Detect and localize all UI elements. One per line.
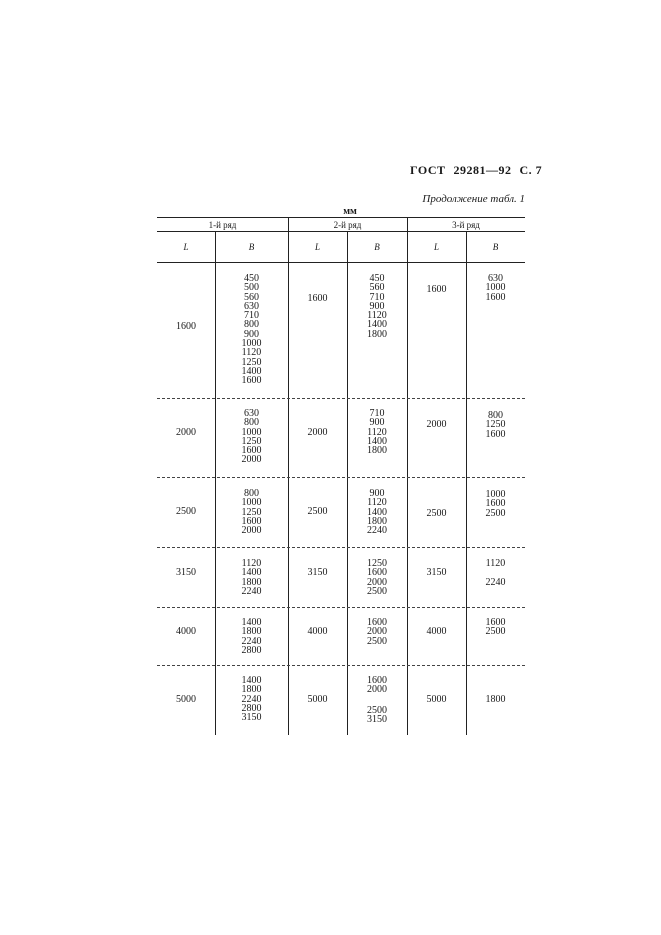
b-value: 1800 (367, 515, 387, 527)
b-value: 2000 (367, 576, 387, 588)
row-3-B2 (347, 489, 407, 535)
b-value: 450 (369, 273, 385, 284)
b-value: 1400 (241, 567, 262, 579)
row-6-B3: 1800 (485, 694, 506, 705)
row-3-L3: 2500 (426, 508, 447, 519)
b-value: 900 (369, 488, 385, 499)
col-header-B: B (248, 242, 255, 252)
group-divider (407, 217, 408, 735)
row-5-L1: 4000 (176, 626, 196, 637)
b-value: 1120 (367, 426, 387, 438)
row-4-B3-a: 1120 (485, 558, 506, 569)
b-value: 560 (244, 291, 259, 303)
b-value: 1600 (241, 515, 262, 527)
b-value: 1600 (367, 617, 387, 628)
b-value: 2000 (241, 454, 262, 466)
page-header (410, 163, 543, 178)
b-value: 1600 (485, 291, 506, 303)
standard-number: 29281—92 (453, 163, 512, 177)
b-value: 1120 (241, 347, 262, 359)
b-value: 2500 (485, 507, 506, 519)
row-2-B3 (466, 411, 525, 439)
b-value: 1250 (241, 435, 262, 447)
row-6-B2-d: 3150 (367, 714, 387, 725)
b-value: 1250 (241, 356, 262, 368)
col-header-B: B (374, 242, 380, 252)
b-value: 2800 (241, 644, 262, 656)
b-value: 800 (244, 488, 259, 499)
row-6-B2-b: 2000 (367, 684, 387, 695)
b-value: 1800 (241, 684, 262, 696)
b-value: 1250 (485, 419, 506, 431)
row-separator (157, 547, 525, 548)
group-header-rule (157, 231, 525, 232)
row-4-L2: 3150 (307, 567, 328, 578)
col-header-L: L (314, 242, 320, 252)
b-value: 1600 (485, 428, 506, 440)
b-value: 1400 (241, 365, 262, 377)
b-value: 2500 (485, 626, 506, 638)
page-number: С. 7 (519, 163, 543, 177)
b-value: 2240 (241, 693, 262, 705)
b-value: 1600 (241, 375, 262, 387)
b-value: 630 (244, 408, 259, 419)
row-1-L1: 1600 (176, 321, 196, 332)
b-value: 710 (244, 310, 259, 322)
b-value: 1400 (241, 617, 262, 628)
b-value: 1600 (367, 567, 387, 579)
row-separator (157, 607, 525, 608)
b-value: 1400 (367, 506, 387, 518)
row-separator (157, 665, 525, 666)
b-value: 1250 (367, 558, 387, 569)
row-6-L2: 5000 (307, 694, 328, 705)
row-1-B3 (466, 274, 525, 302)
b-value: 1000 (241, 338, 262, 350)
row-6-B2-a: 1600 (367, 675, 387, 686)
row-5-B2 (347, 618, 407, 646)
standard-label: ГОСТ (410, 163, 446, 177)
b-value: 2240 (241, 635, 262, 647)
b-value: 900 (244, 328, 259, 340)
row-6-L3: 5000 (426, 694, 447, 705)
row-2-B1 (215, 409, 288, 465)
row-1-B1 (215, 274, 288, 386)
row-6-B2-c: 2500 (367, 705, 387, 716)
b-value: 1000 (485, 489, 506, 500)
row-4-B2 (347, 559, 407, 596)
row-1-L3: 1600 (426, 284, 447, 295)
column-header-rule (157, 262, 525, 263)
b-value: 1120 (367, 497, 387, 509)
b-value: 1800 (241, 626, 262, 638)
b-value: 560 (369, 282, 385, 294)
b-value: 1000 (241, 497, 262, 509)
b-value: 800 (244, 319, 259, 331)
row-1-L2: 1600 (307, 293, 328, 304)
b-value: 1120 (241, 558, 262, 569)
b-value: 1000 (241, 426, 262, 438)
group-header-3: 3-й ряд (452, 220, 480, 230)
row-3-B3 (466, 490, 525, 518)
row-4-B3-b: 2240 (485, 577, 506, 588)
b-value: 710 (369, 291, 385, 303)
row-1-B2 (347, 274, 407, 339)
group-header-1: 1-й ряд (208, 220, 237, 230)
row-5-B3 (466, 618, 525, 637)
row-3-L2: 2500 (307, 506, 328, 517)
b-value: 1800 (367, 445, 387, 457)
b-value: 1600 (241, 445, 262, 457)
row-separator (157, 398, 525, 399)
b-value: 2500 (367, 635, 387, 647)
b-value: 1800 (241, 576, 262, 588)
b-value: 900 (369, 417, 385, 429)
row-5-L2: 4000 (307, 626, 328, 637)
row-2-L2: 2000 (307, 427, 328, 438)
table-top-rule (157, 217, 525, 218)
row-3-B1 (215, 489, 288, 535)
b-value: 1600 (485, 498, 506, 510)
col-header-L: L (433, 242, 439, 252)
row-2-L3: 2000 (426, 419, 447, 430)
row-6-B1 (215, 676, 288, 722)
b-value: 900 (369, 300, 385, 312)
b-value: 630 (488, 273, 503, 284)
row-4-L1: 3150 (176, 567, 196, 578)
row-3-L1: 2500 (176, 506, 196, 517)
b-value: 800 (244, 417, 259, 429)
b-value: 450 (244, 273, 259, 284)
b-value: 1250 (241, 506, 262, 518)
row-4-B1 (215, 559, 288, 596)
b-value: 2500 (367, 585, 387, 597)
row-separator (157, 477, 525, 478)
b-value: 1400 (367, 435, 387, 447)
b-value: 1400 (367, 319, 387, 331)
b-value: 2240 (241, 585, 262, 597)
dimensions-table (157, 217, 525, 735)
group-header-2: 2-й ряд (333, 220, 362, 230)
b-value: 2240 (367, 525, 387, 537)
b-value: 1600 (485, 617, 506, 628)
b-value: 1000 (485, 282, 506, 294)
b-value: 630 (244, 300, 259, 312)
col-divider (466, 231, 467, 735)
row-4-L3: 3150 (426, 567, 447, 578)
b-value: 1120 (367, 310, 387, 322)
b-value: 2000 (241, 525, 262, 537)
b-value: 2000 (367, 626, 387, 638)
row-6-L1: 5000 (176, 694, 196, 705)
row-5-L3: 4000 (426, 626, 447, 637)
b-value: 1800 (367, 328, 387, 340)
b-value: 800 (488, 410, 503, 421)
b-value: 3150 (241, 712, 262, 724)
row-2-B2 (347, 409, 407, 455)
b-value: 1400 (241, 675, 262, 686)
unit-label: мм (343, 206, 357, 217)
b-value: 2800 (241, 702, 262, 714)
col-header-L: L (183, 242, 189, 252)
b-value: 710 (369, 408, 385, 419)
b-value: 500 (244, 282, 259, 294)
row-2-L1: 2000 (176, 427, 196, 438)
continuation-note: Продолжение табл. 1 (422, 193, 525, 205)
row-5-B1 (215, 618, 288, 655)
col-header-B: B (492, 242, 499, 252)
